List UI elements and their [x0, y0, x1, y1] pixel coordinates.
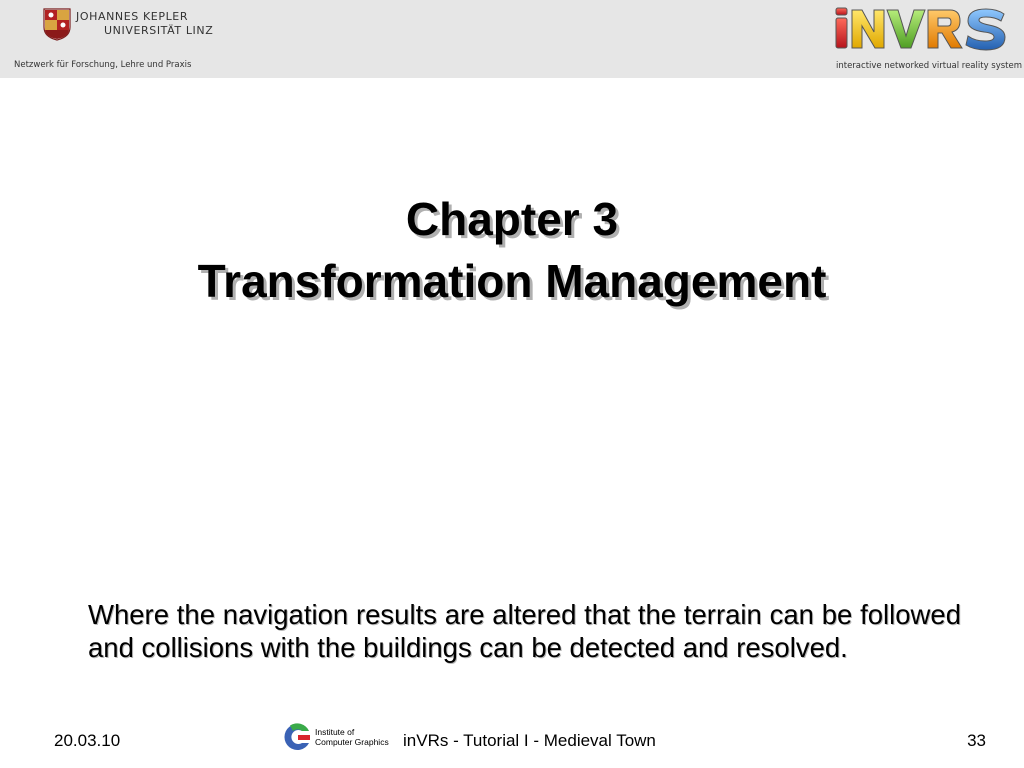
- title-line2: Transformation Management: [197, 255, 827, 307]
- icg-icon: [282, 722, 312, 752]
- icg-label-line1: Institute of: [315, 727, 355, 737]
- title-line1: Chapter 3: [405, 193, 619, 245]
- university-crest-icon: [42, 7, 72, 41]
- page-number: 33: [967, 731, 986, 750]
- icg-label-line2: Computer Graphics: [315, 737, 389, 747]
- invrs-tagline: interactive networked virtual reality system: [836, 61, 1023, 71]
- body-paragraph: Where the navigation results are altered that the terrain can be followed and collisions with the buildings can be detected and resolved.: [88, 599, 961, 663]
- university-tagline: Netzwerk für Forschung, Lehre und Praxis: [14, 60, 192, 70]
- jku-logo: [12, 5, 222, 75]
- icg-label: [315, 727, 389, 747]
- footer-date: 20.03.10: [54, 731, 121, 750]
- slide-title: [0, 188, 1024, 312]
- footer-presentation-title: inVRs - Tutorial I - Medieval Town: [403, 731, 656, 750]
- invrs-logo: [832, 4, 1012, 54]
- header-band: [0, 0, 1024, 78]
- icg-logo: [282, 722, 402, 752]
- university-name: [76, 10, 213, 38]
- university-name-line1: JOHANNES KEPLER: [76, 10, 189, 23]
- university-name-line2: UNIVERSITÄT LINZ: [104, 24, 214, 37]
